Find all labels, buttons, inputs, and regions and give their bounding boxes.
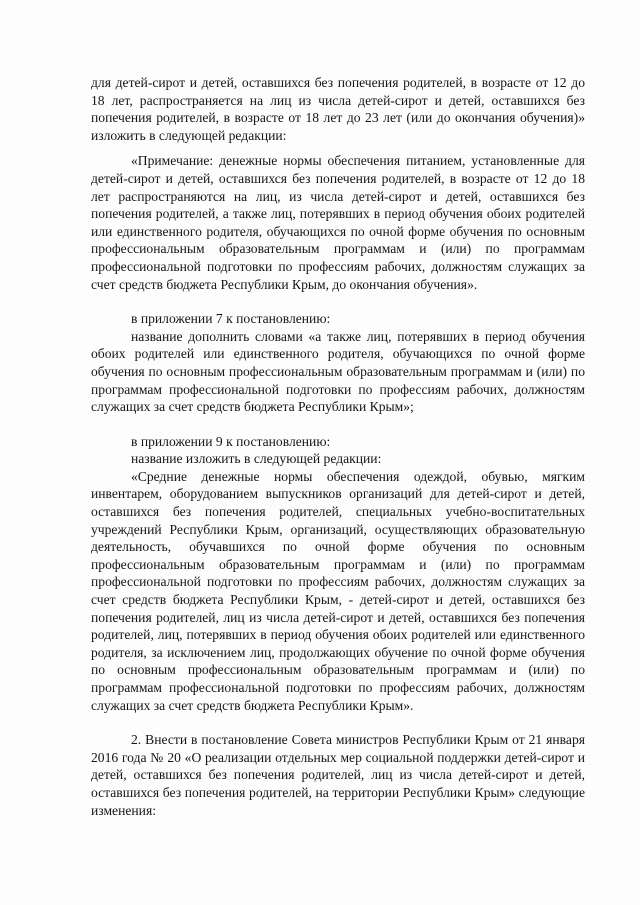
paragraph-continuation: для детей-сирот и детей, оставшихся без попечения родителей, в возрасте от 12 до 18 лет, распространяется на лиц из числа детей-сирот и детей, оставшихся без попечения родителей, в возрасте от 18 лет до 23 лет (или до окончания обучения)» изложить в следующей редакции:	[91, 75, 585, 143]
paragraph-appendix-9-title-line: название изложить в следующей редакции:	[131, 451, 382, 467]
paragraph-appendix-7-text: название дополнить словами «а также лиц, потерявших в период обучения обоих родителей или единственного родителя, обучающихся по очной форме обучения по основным профессиональным образовательным программам и (или) по программам профессиональной подготовки по профессиям рабочих, должностям служащих за счет средств бюджета Республики Крым»;	[91, 328, 585, 415]
paragraph-appendix-9-text: «Средние денежные нормы обеспечения одеждой, обувью, мягким инвентарем, оборудованием выпускников организаций для детей-сирот и детей, оставшихся без попечения родителей, специальных учебно-воспитательных учреждений Республики Крым, организаций, осуществляющих образовательную деятельность, обучавшихся по очной форме обучения по основным профессиональным образовательным программам и (или) по программам профессиональной подготовки по профессиям рабочих, должностям служащих за счет средств бюджета Республики Крым, - детей-сирот и детей, оставшихся без попечения родителей, лиц из числа детей-сирот и детей, оставшихся без попечения родителей, лиц, потерявших в период обучения обоих родителей или единственного родителя, за исключением лиц, продолжающих обучение по очной форме обучения по основным профессиональным образовательным программам и (или) по программам профессиональной подготовки по профессиям рабочих, должностям служащих за счет средств бюджета Республики Крым».	[91, 468, 585, 713]
document-body	[91, 74, 585, 819]
paragraph-appendix-7-heading: в приложении 7 к постановлению:	[131, 311, 331, 327]
paragraph-appendix-9-heading: в приложении 9 к постановлению:	[131, 433, 331, 449]
paragraph-note: «Примечание: денежные нормы обеспечения питанием, установленные для детей-сирот и детей, оставшихся без попечения родителей, в возрасте от 12 до 18 лет распространяются на лиц, из числа детей-сирот и детей, оставшихся без попечения родителей, а также лиц, потерявших в период обучения обоих родителей или единственного родителя, обучающихся по очной форме обучения по основным профессиональным образовательным программам и (или) по программам профессиональной подготовки по профессиям рабочих, должностям служащих за счет средств бюджета Республики Крым, до окончания обучения».	[91, 153, 585, 292]
paragraph-item-2: 2. Внести в постановление Совета министров Республики Крым от 21 января 2016 года № 20 «О реализации отдельных мер социальной поддержки детей-сирот и детей, оставшихся без попечения родителей, лиц из числа детей-сирот и детей, оставшихся без попечения родителей, на территории Республики Крым» следующие изменения:	[91, 732, 585, 818]
